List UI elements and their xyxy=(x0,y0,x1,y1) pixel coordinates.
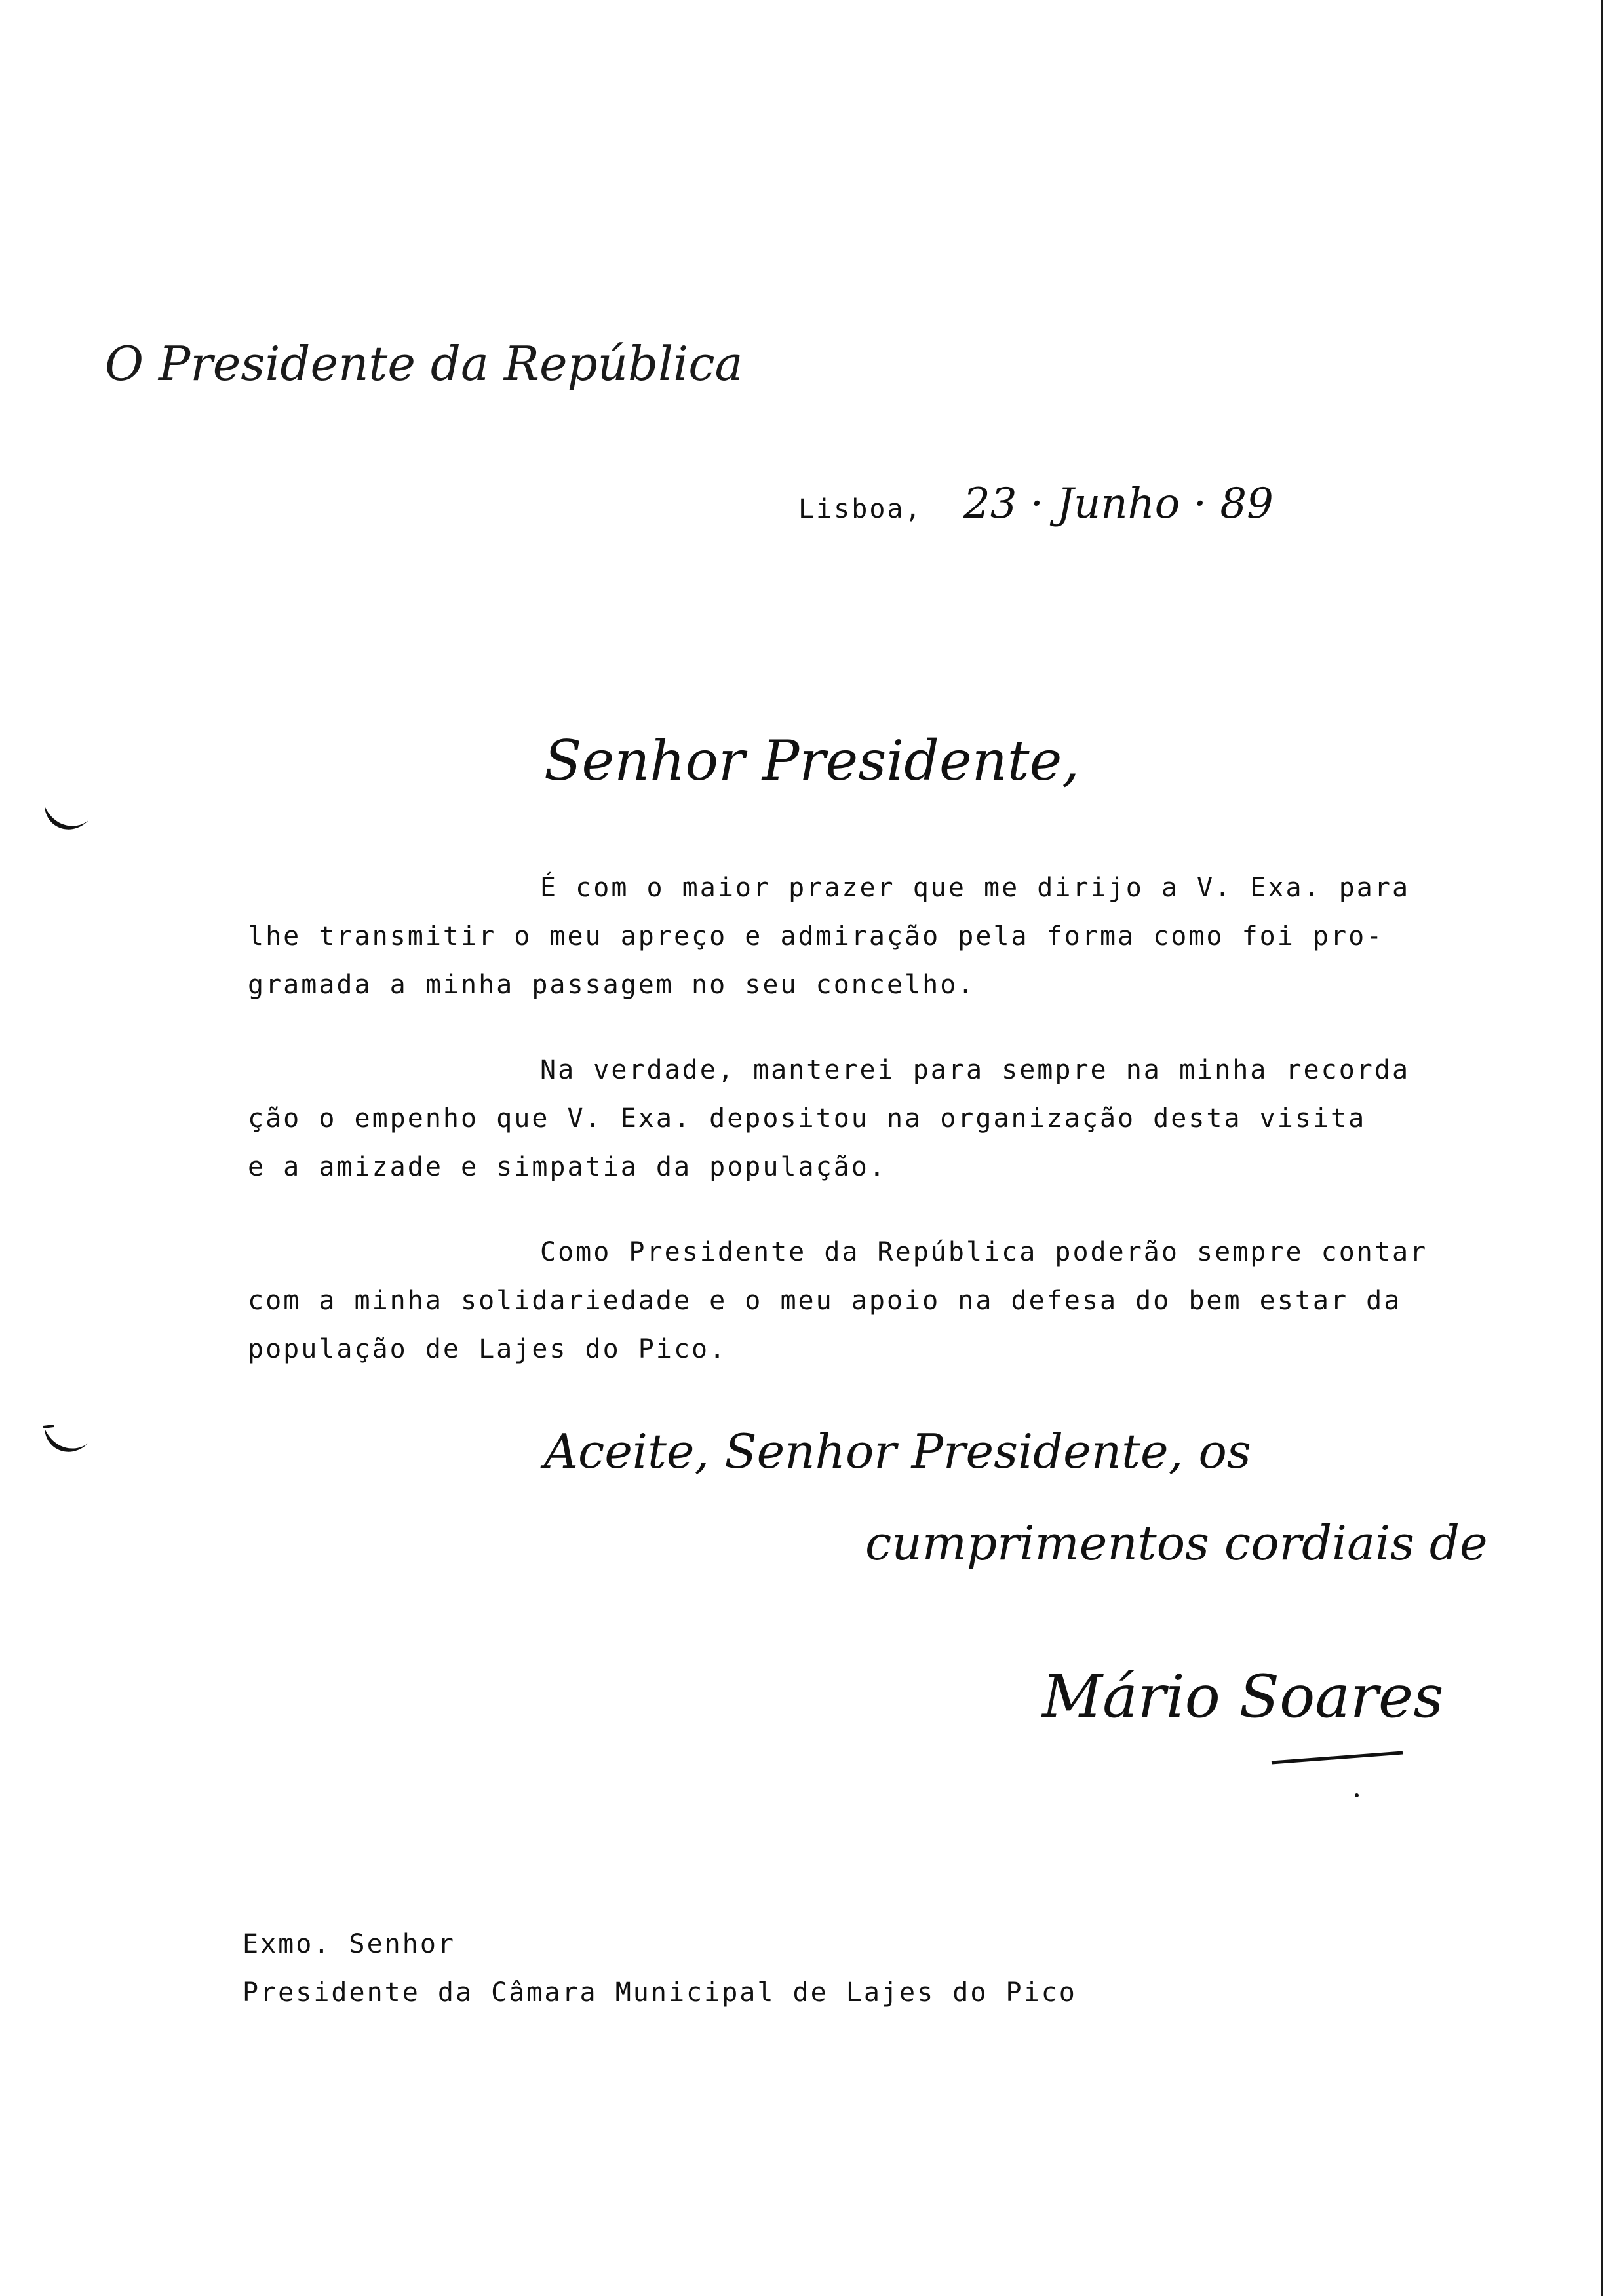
paragraph-1 xyxy=(248,864,1546,1009)
signature xyxy=(1036,1592,1442,1802)
letterhead-title: O Presidente da República xyxy=(105,336,743,391)
date-place: Lisboa, xyxy=(798,494,923,524)
signature-dot xyxy=(1355,1793,1359,1797)
date-handwritten-text: 23 · Junho · 89 xyxy=(963,480,1274,528)
closing-line-2: cumprimentos cordiais de xyxy=(865,1516,1488,1571)
address-line: Exmo. Senhor xyxy=(243,1929,456,1959)
signature-text: Mário Soares xyxy=(1042,1662,1444,1731)
date-handwritten xyxy=(963,472,1304,537)
address-line: Presidente da Câmara Municipal de Lajes do Pico xyxy=(243,1978,1077,2008)
paragraph-line: ção o empenho que V. Exa. depositou na organização desta visita xyxy=(248,1103,1367,1134)
paragraph-line: e a amizade e simpatia da população. xyxy=(248,1152,887,1182)
paragraph-line: lhe transmitir o meu apreço e admiração pela forma como foi pro- xyxy=(248,921,1384,951)
paragraph-line: Como Presidente da República poderão sempre contar xyxy=(540,1237,1428,1267)
recipient-address xyxy=(243,1920,1077,2017)
salutation-text: Senhor Presidente, xyxy=(544,729,1080,793)
paragraph-line: Na verdade, manterei para sempre na minha recorda xyxy=(540,1055,1411,1085)
paragraph-2 xyxy=(248,1046,1546,1191)
letterhead xyxy=(105,321,760,406)
page-edge-shadow xyxy=(1601,0,1603,2296)
signature-underline xyxy=(1272,1753,1403,1763)
closing-line-1: Aceite, Senhor Presidente, os xyxy=(544,1424,1251,1479)
paragraph-line: com a minha solidariedade e o meu apoio na defesa do bem estar da xyxy=(248,1286,1402,1316)
paragraph-3 xyxy=(248,1228,1546,1373)
paragraph-line: população de Lajes do Pico. xyxy=(248,1334,728,1364)
paragraph-line: gramada a minha passagem no seu concelho. xyxy=(248,970,976,1000)
closing-handwritten xyxy=(537,1409,1534,1592)
paragraph-line: É com o maior prazer que me dirijo a V. Exa. para xyxy=(540,873,1411,903)
punch-hole-mark xyxy=(39,1415,92,1468)
salutation xyxy=(537,708,1080,819)
punch-hole-mark xyxy=(39,793,92,845)
